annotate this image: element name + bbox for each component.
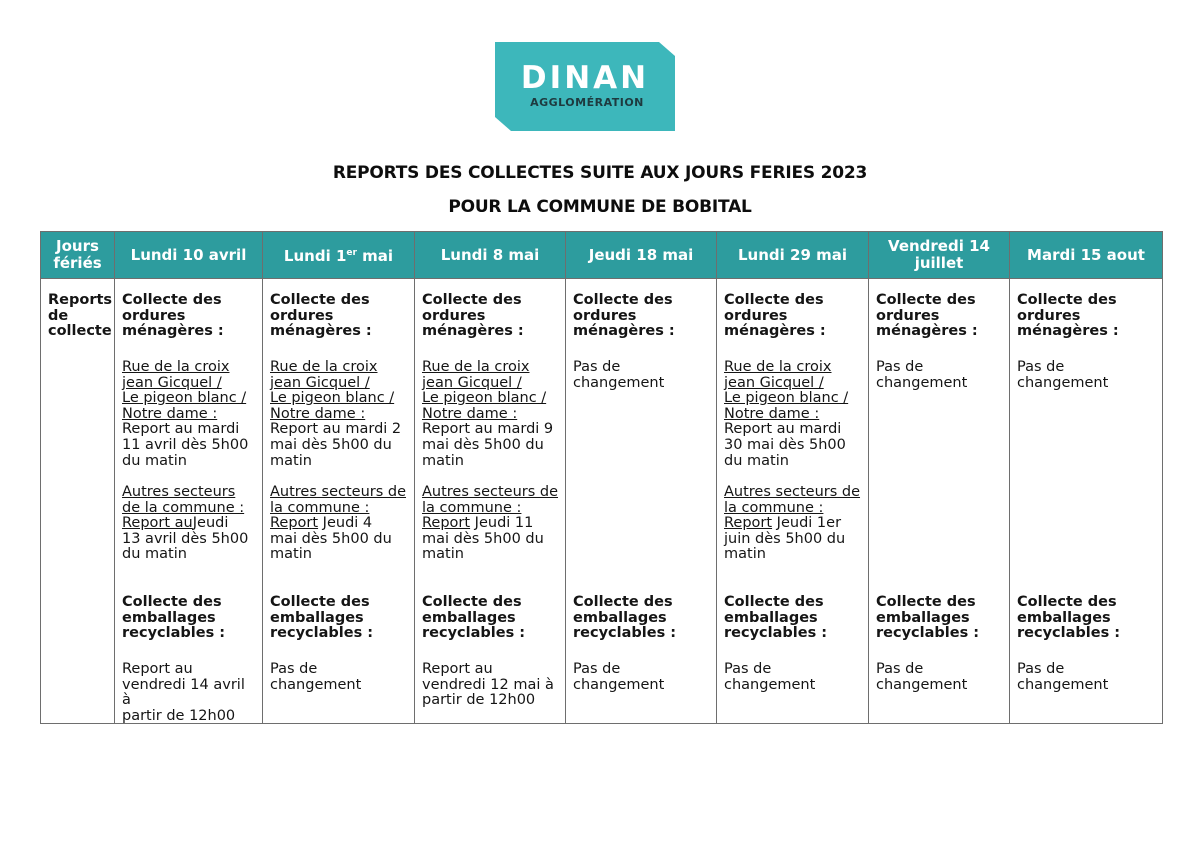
- table-cell: [115, 279, 263, 724]
- om-zone1: Rue de la croix jean Gicquel / Le pigeon blanc / Notre dame : Report au mardi 30 mai dès 5h00 du matin: [724, 359, 849, 469]
- header-lundi-29-mai: Lundi 29 mai: [717, 232, 869, 279]
- om-title: Collecte des ordures ménagères :: [270, 292, 372, 340]
- dinan-agglomeration-logo: [495, 42, 675, 131]
- emb-text: Pas de changement: [573, 661, 665, 693]
- om-title: Collecte des ordures ménagères :: [876, 292, 978, 340]
- document-title: REPORTS DES COLLECTES SUITE AUX JOURS FERIES 2023: [332, 163, 868, 183]
- header-lundi-1er-mai: Lundi 1er mai: [263, 232, 415, 279]
- om-title: Collecte des ordures ménagères :: [422, 292, 524, 340]
- om-zone2: Autres secteurs de la commune : Report Jeudi 1er juin dès 5h00 du matin: [724, 484, 861, 563]
- om-zone2: Autres secteurs de la commune : Report Jeudi 4 mai dès 5h00 du matin: [270, 484, 407, 563]
- emb-title: Collecte des emballages recyclables :: [1017, 594, 1121, 642]
- om-text: Pas de changement: [573, 359, 665, 391]
- om-text: Pas de changement: [1017, 359, 1109, 391]
- emb-title: Collecte des emballages recyclables :: [724, 594, 828, 642]
- om-zone1: Rue de la croix jean Gicquel / Le pigeon blanc / Notre dame : Report au mardi 11 avril dès 5h00 du matin: [122, 359, 249, 469]
- header-lundi-8-mai: Lundi 8 mai: [415, 232, 566, 279]
- emb-text: Report au vendredi 12 mai à partir de 12h00: [422, 661, 554, 709]
- table-header-row: [41, 232, 1163, 279]
- logo-brand-text: DINAN: [520, 60, 650, 96]
- emb-text: Report au vendredi 14 avril à partir de 12h00: [122, 661, 245, 724]
- table-cell: [415, 279, 566, 724]
- table-cell: [263, 279, 415, 724]
- header-jeudi-18-mai: Jeudi 18 mai: [566, 232, 717, 279]
- emb-title: Collecte des emballages recyclables :: [422, 594, 526, 642]
- om-zone2: Autres secteurs de la commune : Report auJeudi 13 avril dès 5h00 du matin: [122, 484, 249, 563]
- header-vendredi-14-juillet: Vendredi 14 juillet: [869, 232, 1010, 279]
- table-cell: [1010, 279, 1163, 724]
- om-text: Pas de changement: [876, 359, 968, 391]
- emb-title: Collecte des emballages recyclables :: [270, 594, 374, 642]
- om-title: Collecte des ordures ménagères :: [1017, 292, 1119, 340]
- document-subtitle: POUR LA COMMUNE DE BOBITAL: [448, 197, 752, 217]
- table-cell: [717, 279, 869, 724]
- om-title: Collecte des ordures ménagères :: [724, 292, 826, 340]
- om-zone1: Rue de la croix jean Gicquel / Le pigeon blanc / Notre dame : Report au mardi 2 mai dès 5h00 du matin: [270, 359, 402, 469]
- emb-title: Collecte des emballages recyclables :: [573, 594, 677, 642]
- emb-text: Pas de changement: [1017, 661, 1109, 693]
- emb-text: Pas de changement: [876, 661, 968, 693]
- holiday-collection-table: [40, 231, 1163, 724]
- table-row: [41, 279, 1163, 724]
- emb-text: Pas de changement: [724, 661, 816, 693]
- table-cell: [869, 279, 1010, 724]
- om-zone1: Rue de la croix jean Gicquel / Le pigeon blanc / Notre dame : Report au mardi 9 mai dès 5h00 du matin: [422, 359, 554, 469]
- header-mardi-15-aout: Mardi 15 aout: [1010, 232, 1163, 279]
- emb-title: Collecte des emballages recyclables :: [122, 594, 226, 642]
- row-label-reports: Reports de collecte: [41, 279, 115, 724]
- emb-text: Pas de changement: [270, 661, 362, 693]
- om-zone2: Autres secteurs de la commune : Report Jeudi 11 mai dès 5h00 du matin: [422, 484, 559, 563]
- table-cell: [566, 279, 717, 724]
- om-title: Collecte des ordures ménagères :: [122, 292, 224, 340]
- emb-title: Collecte des emballages recyclables :: [876, 594, 980, 642]
- om-title: Collecte des ordures ménagères :: [573, 292, 675, 340]
- logo-brand-subtext: AGGLOMÉRATION: [530, 96, 644, 109]
- header-lundi-10-avril: Lundi 10 avril: [115, 232, 263, 279]
- header-jours-feries: Jours fériés: [41, 232, 115, 279]
